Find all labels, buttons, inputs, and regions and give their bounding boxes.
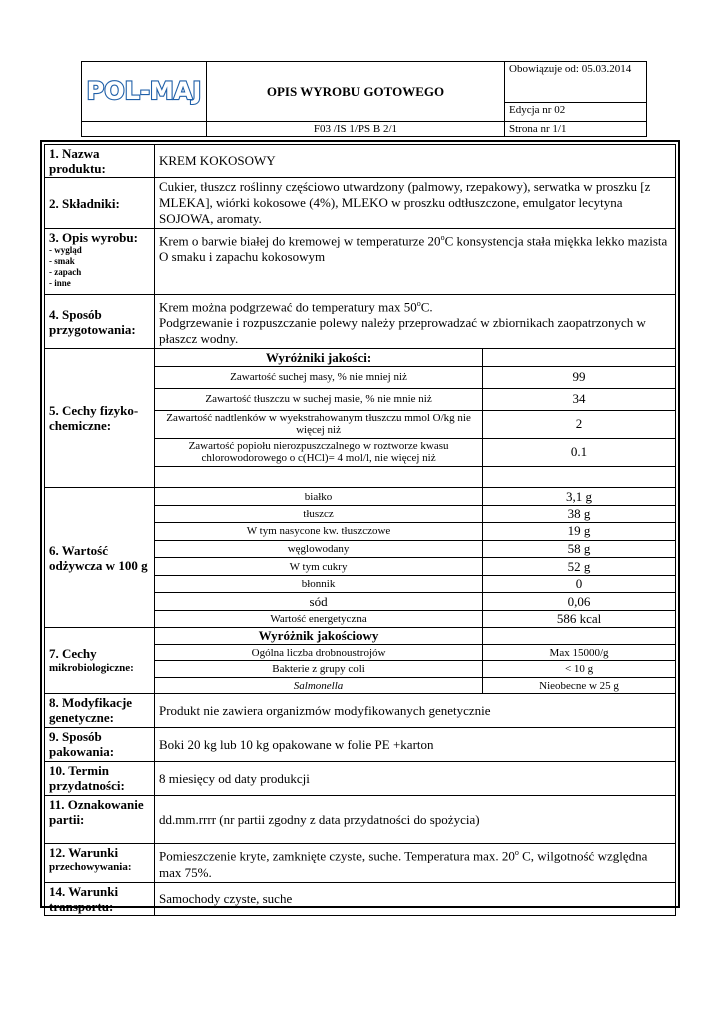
- row-batch-marking: [45, 796, 676, 844]
- table-row: Salmonella Nieobecne w 25 g: [155, 677, 675, 693]
- label-microbiological: 7. Cechy mikrobiologiczne:: [45, 628, 155, 694]
- value-description: Krem o barwie białej do kremowej w temperaturze 20$^o$C konsystencja stała miękka lekko mazista O smaku i zapachu kokosowym: [155, 229, 676, 295]
- specification-table: [44, 144, 676, 916]
- table-row: białko 3,1 g: [155, 488, 675, 505]
- table-row: Zawartość popiołu nierozpuszczalnego w roztworze kwasu chlorowodorowego o c(HCl)= 4 mol/l, nie więcej niż 0.1: [155, 438, 675, 466]
- row-microbiological: [45, 628, 676, 694]
- value-product-name: KREM KOKOSOWY: [155, 145, 676, 178]
- document-header: [81, 61, 647, 137]
- edition: Edycja nr 02: [505, 103, 647, 122]
- value-transport: Samochody czyste, suche: [155, 882, 676, 915]
- microbiological-table: [155, 628, 675, 693]
- row-preparation: [45, 295, 676, 349]
- row-ingredients: [45, 178, 676, 229]
- physchem-header: Wyróżniki jakości:: [155, 349, 483, 366]
- table-row: Wartość energetyczna 586 kcal: [155, 610, 675, 627]
- specification-frame: [40, 140, 680, 914]
- row-storage: [45, 844, 676, 882]
- nutrition-table: [155, 488, 675, 627]
- document-title: OPIS WYROBU GOTOWEGO: [207, 62, 505, 122]
- label-product-name: 1. Nazwa produktu:: [45, 145, 155, 178]
- table-row: W tym cukry 52 g: [155, 558, 675, 576]
- sub-taste: - smak: [49, 256, 75, 266]
- value-gmo: Produkt nie zawiera organizmów modyfikowanych genetycznie: [155, 694, 676, 728]
- table-row: W tym nasycone kw. tłuszczowe 19 g: [155, 523, 675, 541]
- sub-appearance: - wygląd: [49, 245, 82, 255]
- row-transport: [45, 882, 676, 915]
- label-description: 3. Opis wyrobu: - wygląd - smak - zapach - inne: [45, 229, 155, 295]
- value-packaging: Boki 20 kg lub 10 kg opakowane w folie PE +karton: [155, 728, 676, 762]
- physico-chemical-table: [155, 349, 675, 487]
- label-batch-marking: 11. Oznakowanie partii:: [45, 796, 155, 844]
- value-batch-marking: dd.mm.rrrr (nr partii zgodny z data przydatności do spożycia): [155, 796, 676, 844]
- sub-smell: - zapach: [49, 267, 82, 277]
- label-nutrition: 6. Wartość odżywcza w 100 g: [45, 488, 155, 628]
- physico-chemical-table-cell: [155, 349, 676, 488]
- page-number: Strona nr 1/1: [505, 122, 647, 137]
- label-shelf-life: 10. Termin przydatności:: [45, 762, 155, 796]
- table-row: sód 0,06: [155, 593, 675, 611]
- row-physico-chemical: [45, 349, 676, 488]
- table-row: Bakterie z grupy coli < 10 g: [155, 661, 675, 678]
- value-preparation: Krem można podgrzewać do temperatury max 50$^o$C. Podgrzewanie i rozpuszczanie polewy należy przeprowadzać w zbiornikach zaopatrzonych w płaszcz wodny.: [155, 295, 676, 349]
- table-row-empty: [155, 466, 675, 487]
- label-storage: 12. Warunki przechowywania:: [45, 844, 155, 882]
- table-row: węglowodany 58 g: [155, 540, 675, 558]
- table-row: błonnik 0: [155, 575, 675, 593]
- label-packaging: 9. Sposób pakowania:: [45, 728, 155, 762]
- label-physico-chemical: 5. Cechy fizyko-chemiczne:: [45, 349, 155, 488]
- row-product-name: [45, 145, 676, 178]
- value-storage: Pomieszczenie kryte, zamknięte czyste, suche. Temperatura max. 20$^o$ C, wilgotność względna max 75%.: [155, 844, 676, 882]
- row-packaging: [45, 728, 676, 762]
- valid-from: Obowiązuje od: 05.03.2014: [505, 62, 647, 103]
- form-code: F03 /IS 1/PS B 2/1: [207, 122, 505, 137]
- micro-header: Wyróżnik jakościowy: [155, 628, 483, 644]
- row-nutrition: [45, 488, 676, 628]
- sub-other: - inne: [49, 278, 71, 288]
- table-row: Ogólna liczba drobnoustrojów Max 15000/g: [155, 644, 675, 661]
- label-preparation: 4. Sposób przygotowania:: [45, 295, 155, 349]
- table-row: tłuszcz 38 g: [155, 505, 675, 523]
- company-logo-cell: [82, 62, 207, 122]
- table-row: Zawartość suchej masy, % nie mniej niż 99: [155, 366, 675, 388]
- microbiological-table-cell: [155, 628, 676, 694]
- table-row: Zawartość nadtlenków w wyekstrahowanym tłuszczu mmol O/kg nie więcej niż 2: [155, 410, 675, 438]
- row-shelf-life: [45, 762, 676, 796]
- header-spacer: [82, 122, 207, 137]
- table-row: Zawartość tłuszczu w suchej masie, % nie mnie niż 34: [155, 388, 675, 410]
- label-gmo: 8. Modyfikacje genetyczne:: [45, 694, 155, 728]
- nutrition-table-cell: [155, 488, 676, 628]
- row-gmo: [45, 694, 676, 728]
- value-shelf-life: 8 miesięcy od daty produkcji: [155, 762, 676, 796]
- row-description: [45, 229, 676, 295]
- label-transport: 14. Warunki transportu:: [45, 882, 155, 915]
- value-ingredients: Cukier, tłuszcz roślinny częściowo utwardzony (palmowy, rzepakowy), serwatka w proszku [z MLEKA], wiórki kokosowe (4%), MLEKO w proszku odtłuszczone, emulgator lecytyna SOJOWA, aromaty.: [155, 178, 676, 229]
- svg-text:POL-MAJ: POL-MAJ: [86, 77, 202, 105]
- label-ingredients: 2. Składniki:: [45, 178, 155, 229]
- company-logo: [86, 75, 202, 105]
